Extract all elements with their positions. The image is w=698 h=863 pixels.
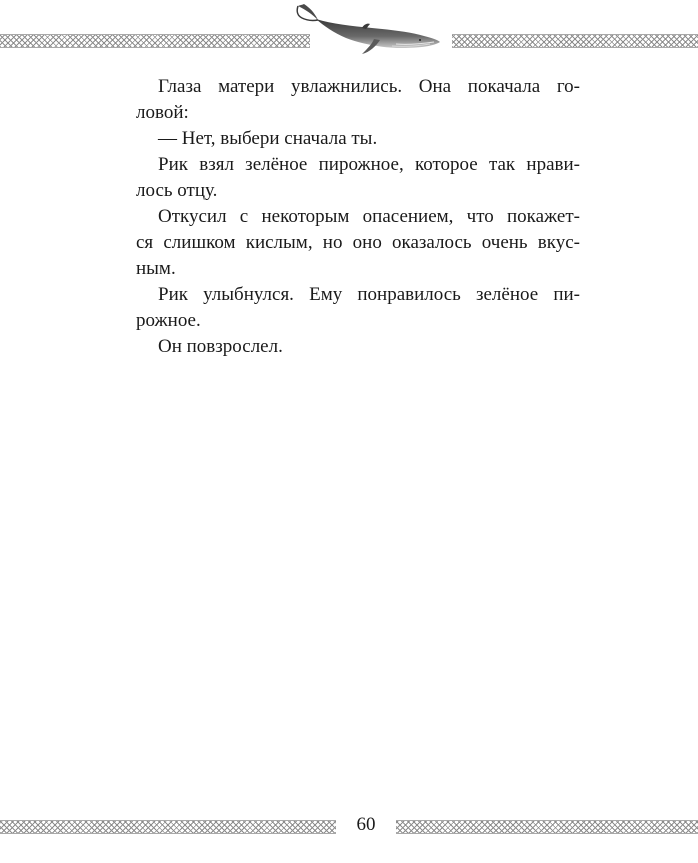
text-line: ловой: xyxy=(136,102,189,123)
text-line: ся слишком кислым, но оно оказалось очень вкус- xyxy=(136,232,580,253)
paragraph-1 xyxy=(136,74,580,126)
ornament-band-top-right xyxy=(452,34,698,48)
text-line: Рик взял зелёное пирожное, которое так нрави- xyxy=(158,154,580,175)
body-text xyxy=(136,74,580,360)
ornament-band-top-left xyxy=(0,34,310,48)
paragraph-2 xyxy=(136,126,580,152)
text-line: Глаза матери увлажнились. Она покачала го- xyxy=(158,76,580,97)
paragraph-6 xyxy=(136,334,580,360)
ornament-band-bottom-right xyxy=(396,820,698,834)
page-number: 60 xyxy=(356,814,376,835)
paragraph-4 xyxy=(136,204,580,282)
text-line: — Нет, выбери сначала ты. xyxy=(158,128,378,149)
paragraph-3 xyxy=(136,152,580,204)
text-line: ным. xyxy=(136,258,176,279)
text-line: лось отцу. xyxy=(136,180,218,201)
paragraph-5 xyxy=(136,282,580,334)
text-line: Откусил с некоторым опасением, что покажет- xyxy=(158,206,580,227)
text-line: Он повзрослел. xyxy=(158,336,283,357)
ornament-band-bottom-left xyxy=(0,820,336,834)
whale-icon xyxy=(292,2,442,54)
text-line: Рик улыбнулся. Ему понравилось зелёное пи- xyxy=(158,284,580,305)
text-line: рожное. xyxy=(136,310,201,331)
